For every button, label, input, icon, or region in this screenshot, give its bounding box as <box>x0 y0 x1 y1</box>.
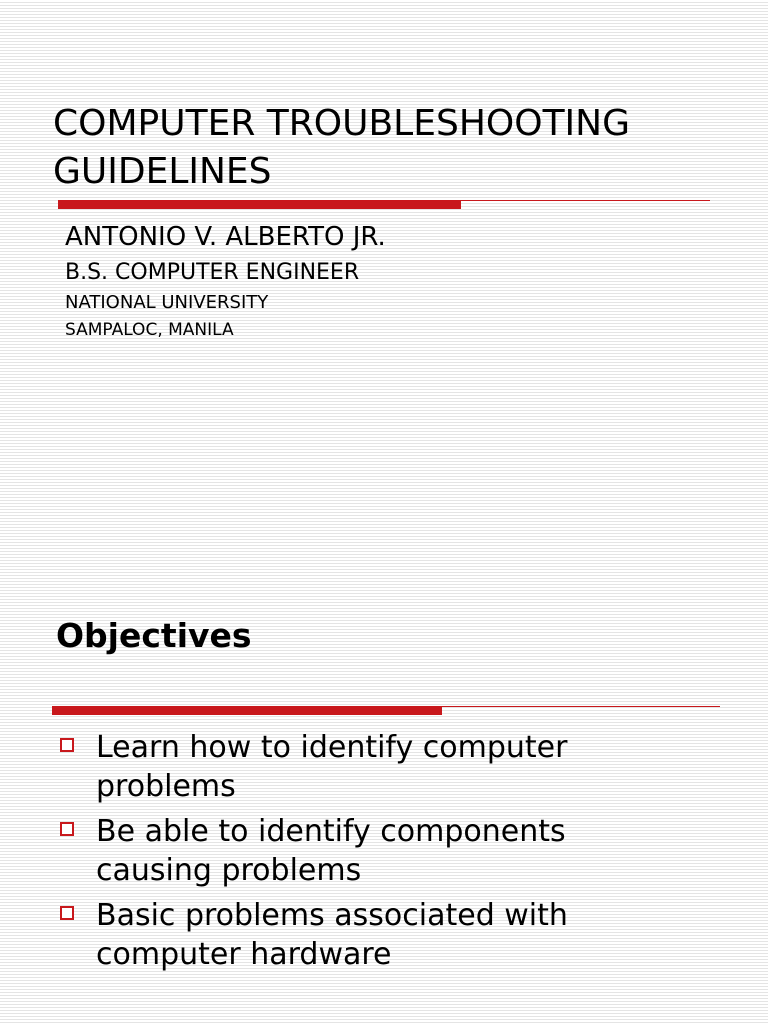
bullet-line: causing problems <box>96 853 362 888</box>
author-name: ANTONIO V. ALBERTO JR. <box>65 222 386 252</box>
presentation-title <box>53 100 743 196</box>
bullet-line: Be able to identify components <box>96 814 566 849</box>
title-line-1: COMPUTER TROUBLESHOOTING <box>53 103 631 144</box>
title-line-2: GUIDELINES <box>53 151 272 192</box>
bullet-text <box>96 896 750 974</box>
square-bullet-icon <box>60 822 74 836</box>
list-item <box>60 728 750 806</box>
bullet-text <box>96 812 750 890</box>
bullet-line: problems <box>96 769 236 804</box>
objectives-title: Objectives <box>56 616 252 655</box>
slide-title <box>0 0 768 510</box>
square-bullet-icon <box>60 738 74 752</box>
author-degree: B.S. COMPUTER ENGINEER <box>65 260 360 285</box>
bullet-text <box>96 728 750 806</box>
list-item <box>60 812 750 890</box>
bullet-line: Learn how to identify computer <box>96 730 568 765</box>
list-item <box>60 896 750 974</box>
bullet-line: computer hardware <box>96 937 392 972</box>
author-location: SAMPALOC, MANILA <box>65 320 234 340</box>
bullet-line: Basic problems associated with <box>96 898 568 933</box>
objectives-list <box>60 728 750 980</box>
square-bullet-icon <box>60 906 74 920</box>
objectives-divider-thick <box>52 707 442 715</box>
title-divider-thick <box>58 201 461 209</box>
slide-objectives <box>0 510 768 1024</box>
author-school: NATIONAL UNIVERSITY <box>65 292 269 313</box>
